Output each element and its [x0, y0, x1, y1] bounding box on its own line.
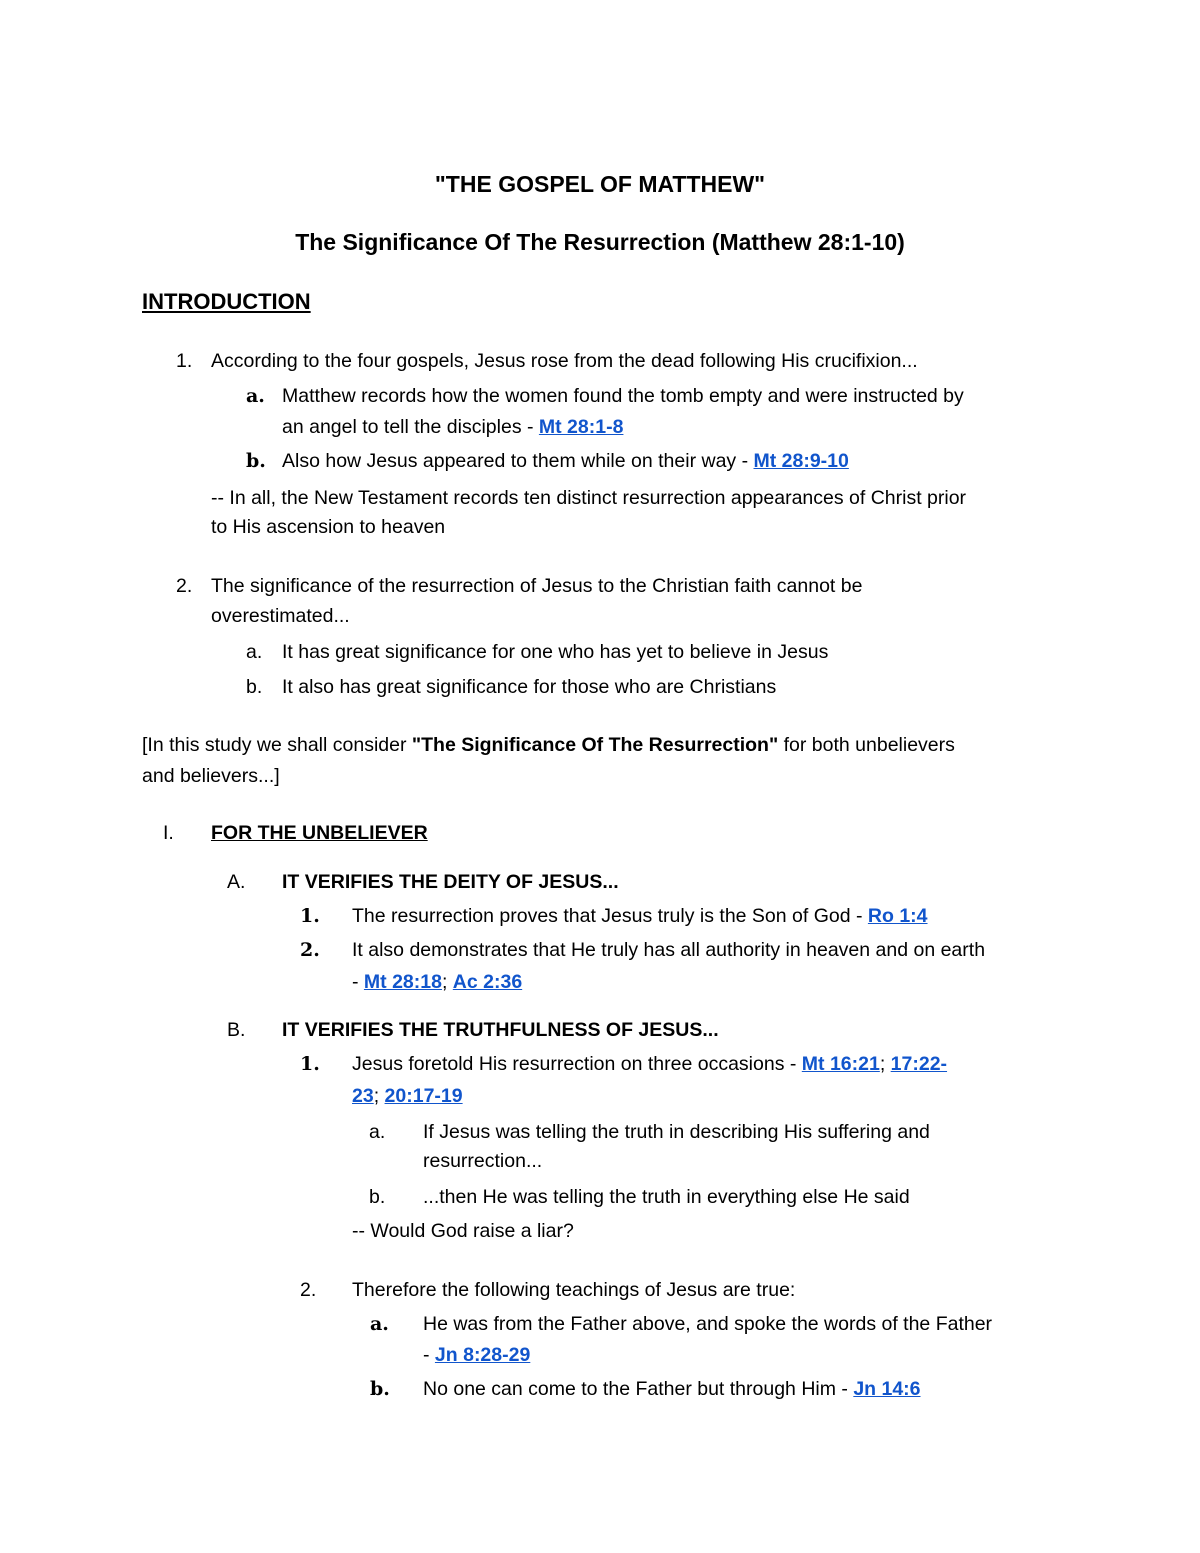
intro-1-text: According to the four gospels, Jesus rose from the dead following His crucifixion...: [211, 350, 918, 372]
section-1-marker: I.: [163, 822, 174, 844]
document-title: "THE GOSPEL OF MATTHEW": [434, 171, 766, 197]
scripture-link-17-22-23-cont[interactable]: 23: [352, 1085, 374, 1107]
section-1b-2a-line2: - Jn 8:28-29: [423, 1344, 531, 1366]
section-1b-2b-marker: b.: [370, 1378, 390, 1400]
intro-1a-marker: a.: [246, 385, 265, 407]
section-1a-2-line1: It also demonstrates that He truly has all authority in heaven and on earth: [352, 939, 986, 961]
section-1a-1-text: The resurrection proves that Jesus truly is the Son of God - Ro 1:4: [352, 905, 928, 927]
intro-2b-marker: b.: [246, 676, 263, 698]
scripture-link-mt-16-21[interactable]: Mt 16:21: [801, 1053, 880, 1075]
section-1b-2b-text: No one can come to the Father but through Him - Jn 14:6: [423, 1378, 921, 1400]
section-1b-heading: IT VERIFIES THE TRUTHFULNESS OF JESUS...: [282, 1019, 719, 1041]
section-1a-heading: IT VERIFIES THE DEITY OF JESUS...: [282, 871, 619, 893]
intro-1b-marker: b.: [246, 450, 266, 472]
scripture-link-ro-1-4[interactable]: Ro 1:4: [867, 905, 928, 927]
intro-2-line1: The significance of the resurrection of Jesus to the Christian faith cannot be: [211, 575, 863, 597]
section-1a-2-line2: - Mt 28:18; Ac 2:36: [352, 971, 523, 993]
section-1b-1-marker: 1.: [300, 1053, 320, 1075]
section-1b-1a-line2: resurrection...: [423, 1150, 543, 1172]
study-note-line2: and believers...]: [142, 765, 280, 787]
intro-2a-marker: a.: [246, 641, 263, 663]
intro-2b-text: It also has great significance for those who are Christians: [282, 676, 777, 698]
scripture-link-ac-2-36[interactable]: Ac 2:36: [452, 971, 523, 993]
section-1b-marker: B.: [227, 1019, 246, 1041]
intro-1-marker: 1.: [176, 350, 193, 372]
intro-1a-line2: an angel to tell the disciples - Mt 28:1-8: [282, 416, 624, 438]
scripture-link-mt-28-18[interactable]: Mt 28:18: [363, 971, 442, 993]
introduction-heading: INTRODUCTION: [142, 289, 311, 314]
scripture-link-mt-28-1-8[interactable]: Mt 28:1-8: [538, 416, 624, 438]
section-1a-2-marker: 2.: [300, 939, 320, 961]
section-1-heading: FOR THE UNBELIEVER: [211, 822, 428, 844]
section-1b-1a-marker: a.: [369, 1121, 386, 1143]
intro-2a-text: It has great significance for one who has yet to believe in Jesus: [282, 641, 829, 663]
intro-2-marker: 2.: [176, 575, 193, 597]
intro-1-note-line2: to His ascension to heaven: [211, 516, 446, 538]
section-1b-2a-marker: a.: [370, 1313, 389, 1335]
scripture-link-20-17-19[interactable]: 20:17-19: [384, 1085, 463, 1107]
intro-2-line2: overestimated...: [211, 605, 350, 627]
study-note-line1: [In this study we shall consider "The Significance Of The Resurrection" for both unbelievers: [142, 734, 955, 756]
document-subtitle: The Significance Of The Resurrection (Matthew 28:1-10): [295, 229, 905, 255]
scripture-link-jn-14-6[interactable]: Jn 14:6: [853, 1378, 921, 1400]
intro-1-note-line1: -- In all, the New Testament records ten distinct resurrection appearances of Christ prior: [211, 487, 967, 509]
scripture-link-17-22-23[interactable]: 17:22-: [890, 1053, 948, 1075]
intro-1a-line1: Matthew records how the women found the tomb empty and were instructed by: [282, 385, 964, 407]
section-1b-1a-line1: If Jesus was telling the truth in describing His suffering and: [423, 1121, 930, 1143]
section-1a-1-marker: 1.: [300, 905, 320, 927]
section-1b-2-marker: 2.: [300, 1279, 317, 1301]
section-1b-1-note: -- Would God raise a liar?: [352, 1220, 574, 1242]
section-1b-1-line1: Jesus foretold His resurrection on three occasions - Mt 16:21; 17:22-: [352, 1053, 948, 1075]
section-1b-2a-line1: He was from the Father above, and spoke the words of the Father: [423, 1313, 993, 1335]
section-1b-1b-marker: b.: [369, 1186, 386, 1208]
intro-1b-text: Also how Jesus appeared to them while on their way - Mt 28:9-10: [282, 450, 849, 472]
scripture-link-mt-28-9-10[interactable]: Mt 28:9-10: [753, 450, 849, 472]
section-1b-1b-text: ...then He was telling the truth in everything else He said: [423, 1186, 910, 1208]
section-1b-1-line2: 23; 20:17-19: [352, 1085, 463, 1107]
scripture-link-jn-8-28-29[interactable]: Jn 8:28-29: [434, 1344, 531, 1366]
section-1a-marker: A.: [227, 871, 246, 893]
section-1b-2-text: Therefore the following teachings of Jesus are true:: [352, 1279, 796, 1301]
